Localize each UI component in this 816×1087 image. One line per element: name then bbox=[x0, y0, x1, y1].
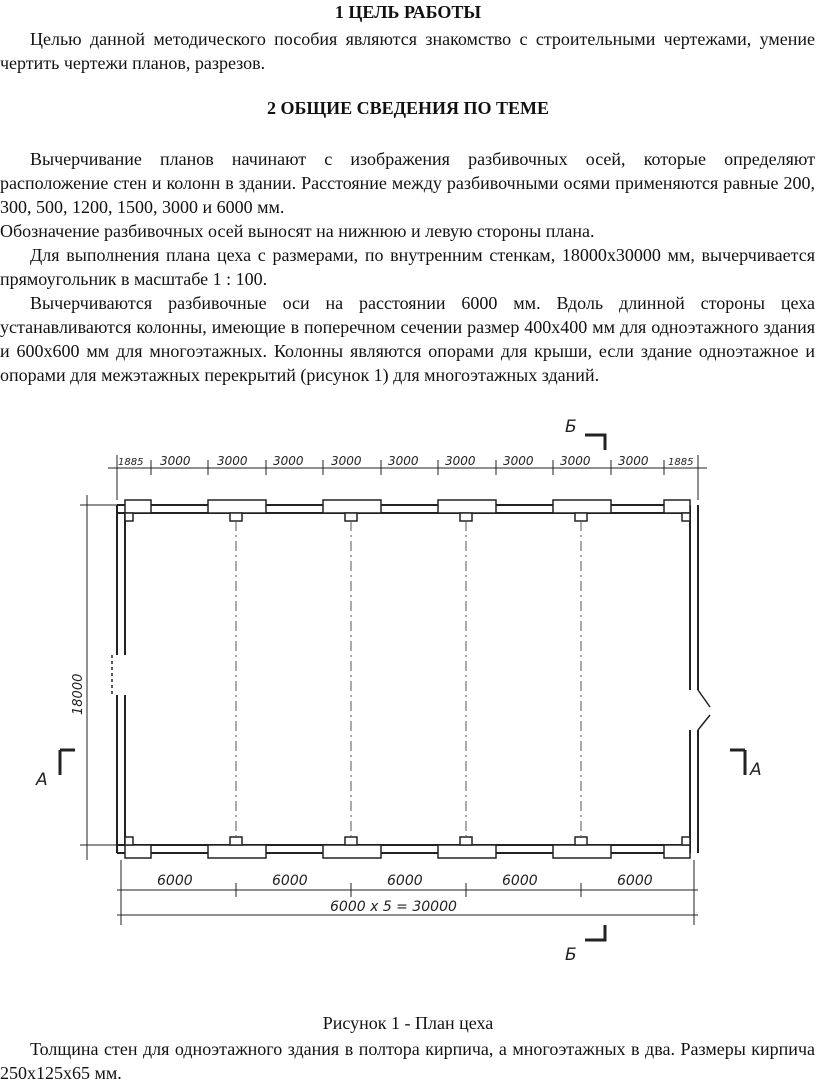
section-2-title: 2 ОБЩИЕ СВЕДЕНИЯ ПО ТЕМЕ bbox=[266, 98, 550, 118]
section-label-right: А bbox=[750, 760, 762, 780]
exterior-walls bbox=[117, 505, 698, 853]
bottom-dimensions bbox=[157, 873, 653, 915]
top-dim-label: 3000 bbox=[388, 454, 419, 468]
bottom-dim-label: 6000 bbox=[502, 873, 538, 889]
bottom-dimension-lines bbox=[117, 860, 698, 925]
section-1-text: Целью данной методического пособия являются знакомство с строительными чертежами, умение чертить чертежи планов, разрезов. bbox=[0, 29, 815, 73]
section-1-title: 1 ЦЕЛЬ РАБОТЫ bbox=[334, 2, 482, 22]
section-label-bottom: Б bbox=[565, 945, 577, 965]
top-dim-label: 3000 bbox=[217, 454, 248, 468]
bottom-dim-label: 6000 bbox=[387, 873, 423, 889]
top-dimensions bbox=[118, 454, 693, 468]
top-dim-label: 3000 bbox=[618, 454, 649, 468]
paragraph-1: Вычерчивание планов начинают с изображения разбивочных осей, которые определяют расположение стен и колонн в здании. Расстояние между разбивочными осями применяются равные 200, 300, 500, 1200, 1500, 3000 и 6000 мм. bbox=[0, 149, 815, 217]
grid-axes bbox=[236, 521, 581, 837]
top-dim-label: 1885 bbox=[668, 457, 694, 468]
door-right bbox=[698, 690, 710, 730]
paragraph-3: Для выполнения плана цеха с размерами, по внутренним стенкам, 18000х30000 мм, вычерчивается прямоугольник в масштабе 1 : 100. bbox=[0, 245, 815, 289]
bottom-dim-label: 6000 bbox=[617, 873, 653, 889]
total-dim-label: 6000 х 5 = 30000 bbox=[330, 899, 457, 915]
top-dim-label: 1885 bbox=[118, 457, 144, 468]
top-dim-label: 3000 bbox=[503, 454, 534, 468]
section-markers bbox=[60, 435, 745, 940]
section-label-left: А bbox=[36, 770, 48, 790]
top-dim-label: 3000 bbox=[445, 454, 476, 468]
section-label-top: Б bbox=[565, 417, 577, 437]
top-dim-label: 3000 bbox=[560, 454, 591, 468]
bottom-dim-label: 6000 bbox=[157, 873, 193, 889]
paragraph-2: Обозначение разбивочных осей выносят на нижнюю и левую стороны плана. bbox=[0, 221, 595, 241]
paragraph-4: Вычерчиваются разбивочные оси на расстоянии 6000 мм. Вдоль длинной стороны цеха устанавливаются колонны, имеющие в поперечном сечении размер 400х400 мм для одноэтажного здания и 600х600 мм для многоэтажных. Колонны являются опорами для крыши, если здание одноэтажное и опорами для межэтажных перекрытий (рисунок 1) для многоэтажных зданий. bbox=[0, 293, 815, 385]
footer-text: Толщина стен для одноэтажного здания в полтора кирпича, а многоэтажных в два. Размеры кирпича 250х125х65 мм. bbox=[0, 1039, 815, 1083]
top-dim-label: 3000 bbox=[273, 454, 304, 468]
bottom-dim-label: 6000 bbox=[272, 873, 308, 889]
floor-plan-figure bbox=[20, 415, 780, 995]
columns bbox=[125, 513, 690, 845]
top-dim-label: 3000 bbox=[160, 454, 191, 468]
figure-caption: Рисунок 1 - План цеха bbox=[322, 1013, 494, 1033]
top-dim-label: 3000 bbox=[331, 454, 362, 468]
left-dim-label: 18000 bbox=[71, 673, 86, 715]
wall-pilasters bbox=[125, 500, 690, 858]
